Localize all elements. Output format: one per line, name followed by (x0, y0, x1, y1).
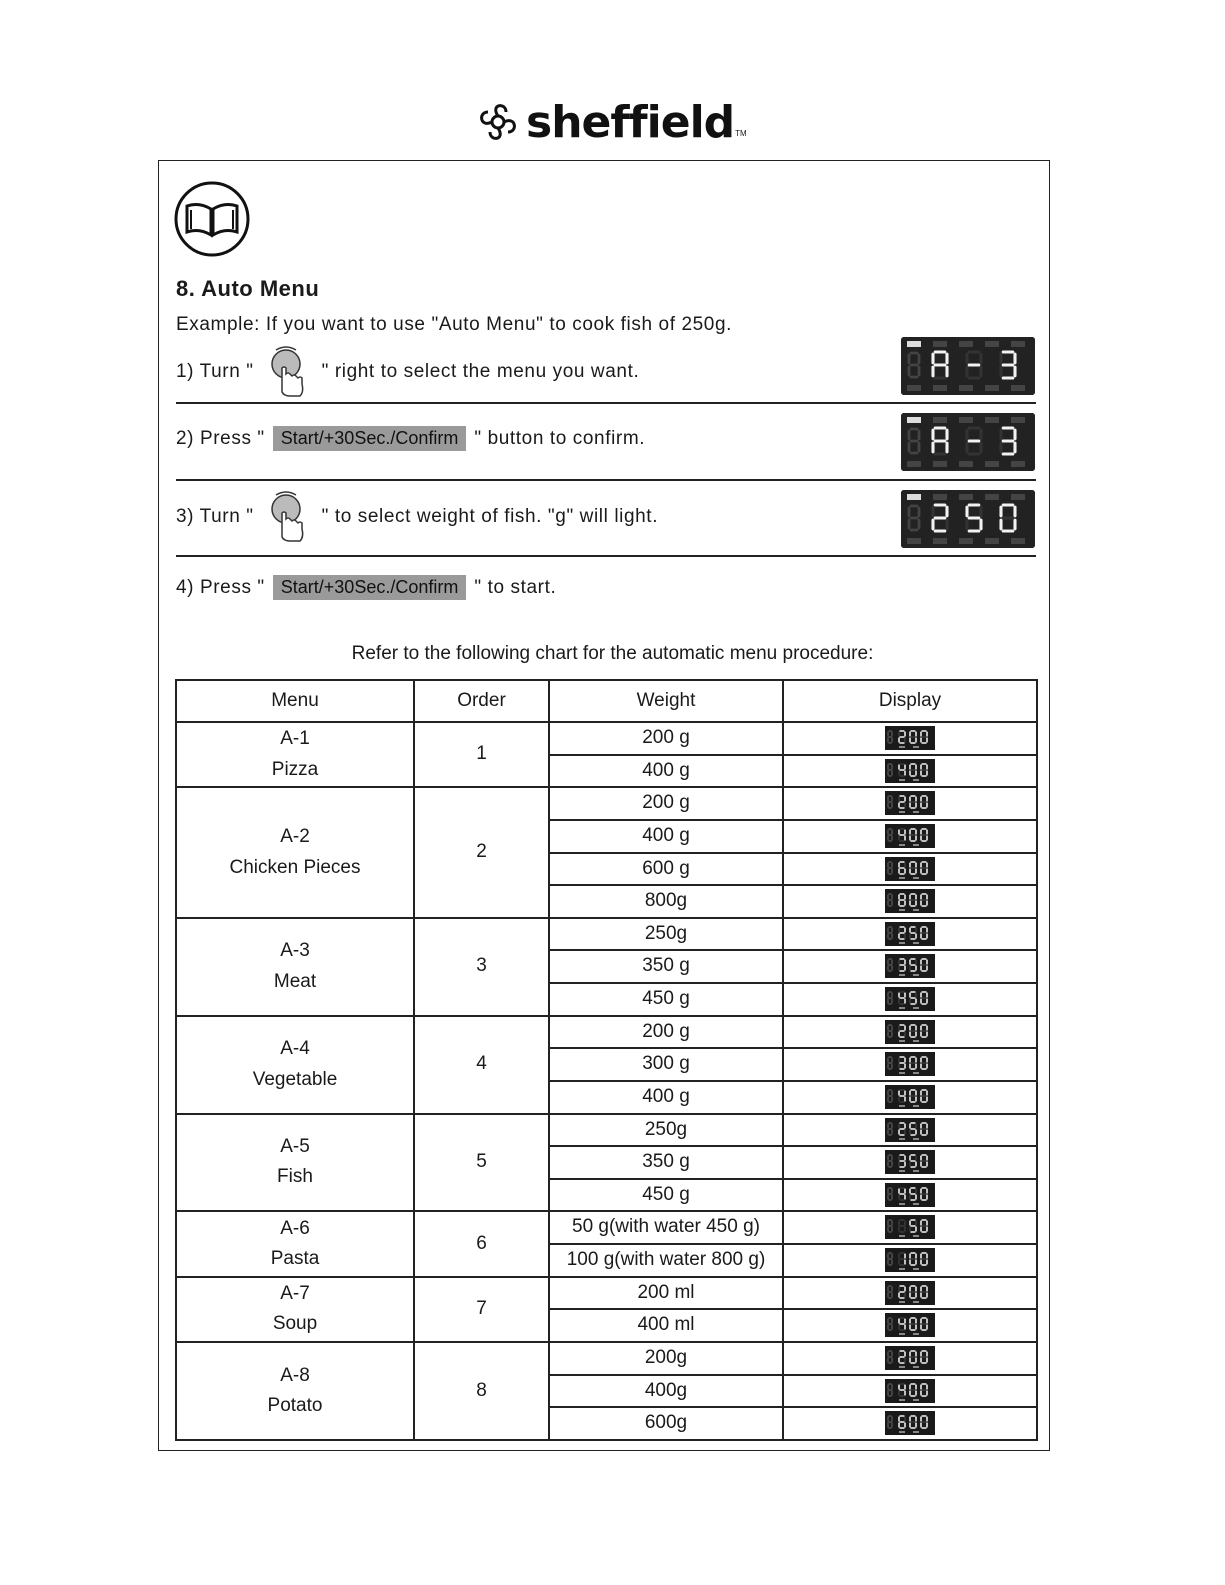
display-cell (783, 1211, 1037, 1244)
menu-code: A-6 (280, 1217, 310, 1239)
weight-cell: 450 g (549, 1179, 783, 1212)
menu-code: A-3 (280, 940, 310, 962)
brand-logo (476, 96, 747, 148)
menu-name: Fish (277, 1166, 313, 1188)
order-cell: 1 (414, 722, 549, 787)
menu-cell (176, 722, 414, 787)
table-row (176, 1277, 1037, 1310)
order-cell: 4 (414, 1016, 549, 1114)
step-4 (176, 575, 556, 600)
display-cell (783, 755, 1037, 788)
sheffield-logo-icon (476, 100, 520, 144)
weight-cell: 350 g (549, 950, 783, 983)
mini-display (885, 1411, 935, 1435)
order-cell: 3 (414, 918, 549, 1016)
display-cell (783, 722, 1037, 755)
display-cell (783, 1114, 1037, 1147)
mini-display (885, 1118, 935, 1142)
chart-intro-text: Refer to the following chart for the automatic menu procedure: (351, 643, 874, 664)
menu-name: Potato (267, 1394, 323, 1416)
header-weight: Weight (549, 680, 783, 722)
step-1-suffix: " right to select the menu you want. (321, 361, 640, 382)
menu-code: A-7 (280, 1282, 310, 1304)
menu-cell (176, 1277, 414, 1342)
mini-display (885, 954, 935, 978)
weight-cell: 200 g (549, 787, 783, 820)
menu-cell (176, 918, 414, 1016)
step-4-suffix: " to start. (474, 576, 557, 598)
mini-display (885, 1085, 935, 1109)
mini-display (885, 791, 935, 815)
start-confirm-button-label: Start/+30Sec./Confirm (273, 426, 467, 451)
weight-cell: 800g (549, 885, 783, 918)
header-menu: Menu (176, 680, 414, 722)
menu-cell (176, 1342, 414, 1440)
weight-cell: 400 g (549, 820, 783, 853)
table-row (176, 1342, 1037, 1375)
weight-cell: 250g (549, 1114, 783, 1147)
weight-cell: 600g (549, 1407, 783, 1440)
mini-display (885, 1248, 935, 1272)
menu-cell (176, 1211, 414, 1276)
menu-code: A-8 (280, 1364, 310, 1386)
brand-name: sheffield (526, 96, 735, 148)
step-3-suffix: " to select weight of fish. "g" will light. (321, 506, 659, 527)
mini-display (885, 1346, 935, 1370)
display-cell (783, 918, 1037, 951)
weight-cell: 50 g(with water 450 g) (549, 1211, 783, 1244)
display-cell (783, 950, 1037, 983)
menu-name: Meat (273, 970, 317, 992)
section-title: 8. Auto Menu (176, 276, 320, 301)
mini-display (885, 759, 935, 783)
weight-cell: 200g (549, 1342, 783, 1375)
oven-display-step-1 (901, 337, 1035, 395)
start-confirm-button-label: Start/+30Sec./Confirm (273, 575, 467, 600)
book-icon (173, 180, 251, 258)
mini-display (885, 1183, 935, 1207)
table-row (176, 918, 1037, 951)
weight-cell: 400g (549, 1375, 783, 1408)
menu-code: A-4 (280, 1038, 310, 1060)
menu-name: Soup (272, 1313, 318, 1335)
order-cell: 5 (414, 1114, 549, 1212)
order-cell: 7 (414, 1277, 549, 1342)
menu-name: Chicken Pieces (229, 856, 361, 878)
display-cell (783, 1244, 1037, 1277)
step-2 (176, 426, 645, 451)
table-row (176, 787, 1037, 820)
order-cell: 6 (414, 1211, 549, 1276)
step-3 (176, 491, 658, 543)
weight-cell: 350 g (549, 1146, 783, 1179)
display-cell (783, 787, 1037, 820)
weight-cell: 200 g (549, 1016, 783, 1049)
step-3-prefix: 3) Turn " (176, 506, 254, 527)
mini-display (885, 1215, 935, 1239)
menu-code: A-2 (280, 826, 310, 848)
header-display: Display (783, 680, 1037, 722)
step-2-prefix: 2) Press " (176, 427, 265, 449)
table-header-row (176, 680, 1037, 722)
menu-code: A-5 (280, 1136, 310, 1158)
mini-display (885, 726, 935, 750)
mini-display (885, 1150, 935, 1174)
weight-cell: 400 g (549, 755, 783, 788)
divider (176, 555, 1036, 557)
display-cell (783, 1146, 1037, 1179)
menu-code: A-1 (280, 728, 310, 750)
mini-display (885, 1281, 935, 1305)
step-2-suffix: " button to confirm. (474, 427, 646, 449)
display-cell (783, 1016, 1037, 1049)
step-1 (176, 346, 639, 398)
table-row (176, 722, 1037, 755)
brand-trademark: TM (735, 129, 747, 138)
menu-cell (176, 787, 414, 918)
weight-cell: 600 g (549, 853, 783, 886)
divider (176, 402, 1036, 404)
weight-cell: 250g (549, 918, 783, 951)
mini-display (885, 1020, 935, 1044)
mini-display (885, 857, 935, 881)
menu-name: Vegetable (252, 1068, 338, 1090)
mini-display (885, 1379, 935, 1403)
mini-display (885, 1052, 935, 1076)
dial-knob-icon (266, 346, 310, 398)
display-cell (783, 853, 1037, 886)
display-cell (783, 1375, 1037, 1408)
display-cell (783, 820, 1037, 853)
display-cell (783, 1081, 1037, 1114)
header-order: Order (414, 680, 549, 722)
table-row (176, 1114, 1037, 1147)
weight-cell: 300 g (549, 1048, 783, 1081)
weight-cell: 400 ml (549, 1309, 783, 1342)
example-text: Example: If you want to use "Auto Menu" to cook fish of 250g. (176, 314, 732, 335)
display-cell (783, 1179, 1037, 1212)
display-cell (783, 1309, 1037, 1342)
order-cell: 8 (414, 1342, 549, 1440)
weight-cell: 450 g (549, 983, 783, 1016)
weight-cell: 100 g(with water 800 g) (549, 1244, 783, 1277)
step-1-prefix: 1) Turn " (176, 361, 254, 382)
order-cell: 2 (414, 787, 549, 918)
mini-display (885, 1313, 935, 1337)
menu-cell (176, 1016, 414, 1114)
table-body (176, 722, 1037, 1440)
display-cell (783, 983, 1037, 1016)
mini-display (885, 824, 935, 848)
oven-display-step-2 (901, 413, 1035, 471)
menu-cell (176, 1114, 414, 1212)
mini-display (885, 889, 935, 913)
display-cell (783, 1277, 1037, 1310)
weight-cell: 200 ml (549, 1277, 783, 1310)
dial-knob-icon (266, 491, 310, 543)
auto-menu-table (175, 679, 1038, 1441)
chart-intro (0, 643, 1225, 665)
display-cell (783, 1048, 1037, 1081)
weight-cell: 400 g (549, 1081, 783, 1114)
menu-name: Pizza (271, 758, 319, 780)
step-4-prefix: 4) Press " (176, 576, 265, 598)
weight-cell: 200 g (549, 722, 783, 755)
mini-display (885, 987, 935, 1011)
display-cell (783, 1407, 1037, 1440)
menu-name: Pasta (270, 1248, 320, 1269)
display-cell (783, 1342, 1037, 1375)
divider (176, 479, 1036, 481)
oven-display-step-3 (901, 490, 1035, 548)
display-cell (783, 885, 1037, 918)
table-row (176, 1211, 1037, 1244)
table-row (176, 1016, 1037, 1049)
mini-display (885, 922, 935, 946)
